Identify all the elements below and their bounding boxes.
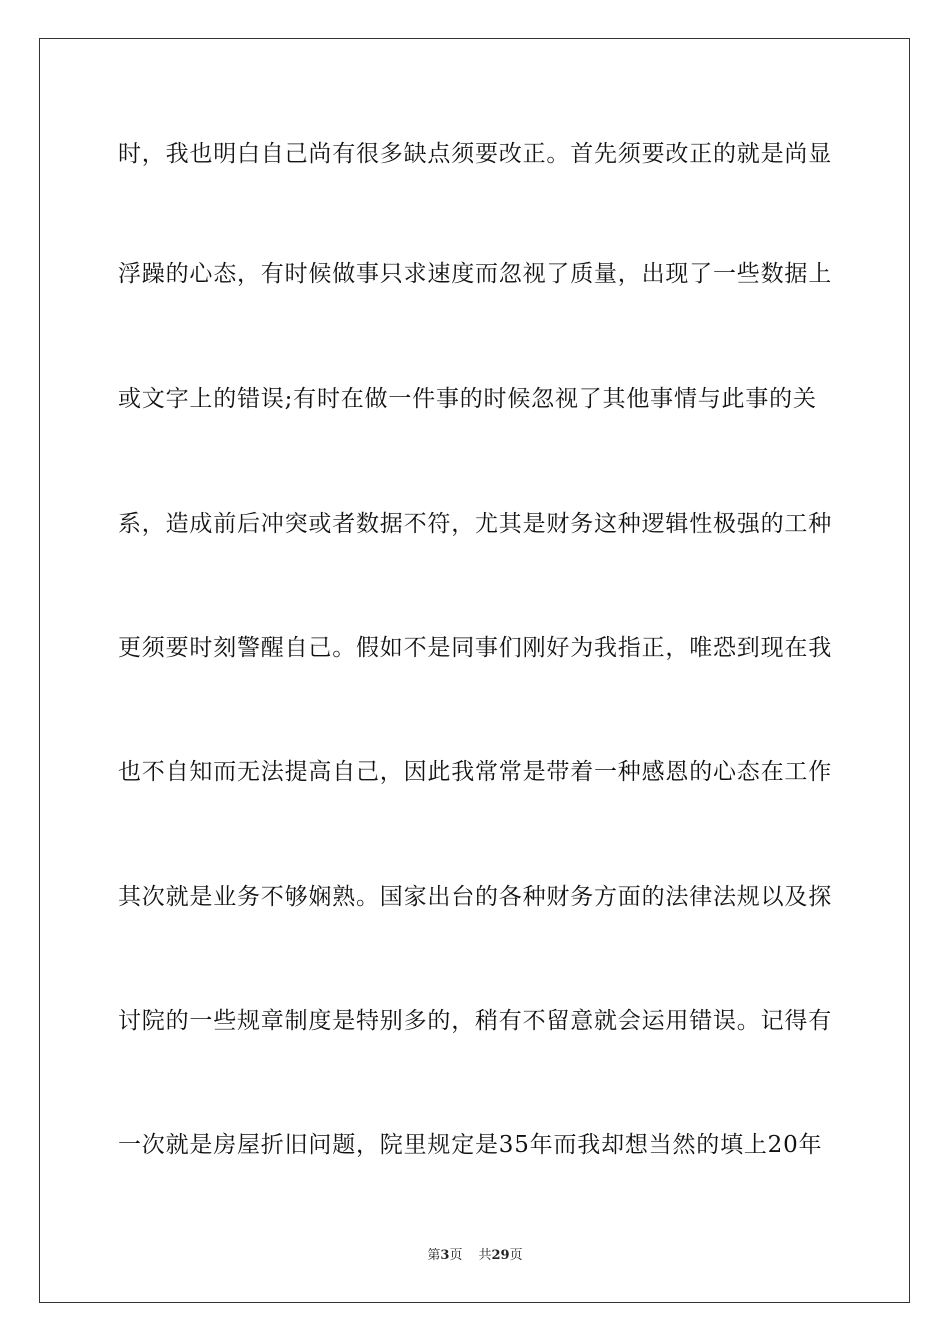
body-text-line-9: 一次就是房屋折旧问题，院里规定是35年而我却想当然的填上20年 xyxy=(118,1132,823,1158)
body-text-line-8: 讨院的一些规章制度是特别多的，稍有不留意就会运用错误。记得有 xyxy=(118,1008,832,1034)
total-pages-label: 共29页 xyxy=(478,1248,523,1263)
current-page-number: 3 xyxy=(440,1248,450,1263)
body-text-line-6: 也不自知而无法提高自己，因此我常常是带着一种感恩的心态在工作 xyxy=(118,759,832,785)
page-footer xyxy=(0,1247,950,1265)
page-label: 第3页 xyxy=(427,1248,463,1263)
body-text-line-1: 时，我也明白自己尚有很多缺点须要改正。首先须要改正的就是尚显 xyxy=(118,141,832,167)
body-text-line-5: 更须要时刻警醒自己。假如不是同事们刚好为我指正，唯恐到现在我 xyxy=(118,635,832,661)
total-pages-number: 29 xyxy=(491,1248,510,1263)
body-text-line-4: 系，造成前后冲突或者数据不符，尤其是财务这种逻辑性极强的工种 xyxy=(118,511,832,537)
body-text-line-2: 浮躁的心态，有时候做事只求速度而忽视了质量，出现了一些数据上 xyxy=(118,261,832,287)
body-text-line-3: 或文字上的错误;有时在做一件事的时候忽视了其他事情与此事的关 xyxy=(118,386,817,412)
page-border xyxy=(39,38,910,1303)
body-text-line-7: 其次就是业务不够娴熟。国家出台的各种财务方面的法律法规以及探 xyxy=(118,884,832,910)
